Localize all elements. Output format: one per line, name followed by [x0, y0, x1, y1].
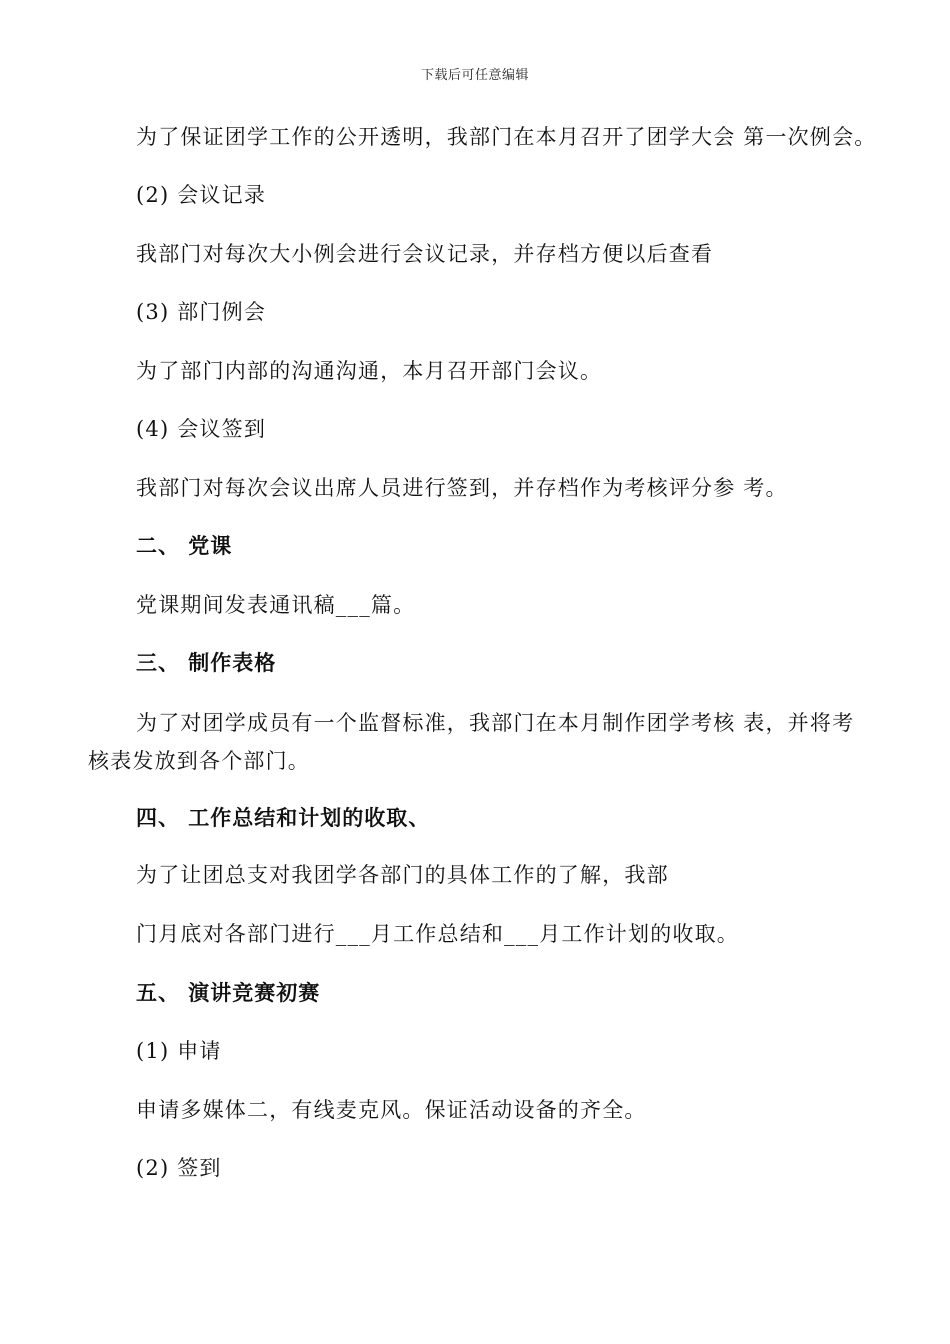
paragraph-work-summary-1: 为了让团总支对我团学各部门的具体工作的了解，我部	[136, 863, 669, 887]
item-meeting-minutes: (2) 会议记录	[136, 183, 267, 207]
item-department-meeting: (3) 部门例会	[136, 300, 267, 324]
paragraph-work-summary-2: 门月底对各部门进行___月工作总结和___月工作计划的收取。	[136, 922, 739, 946]
item-application: (1) 申请	[136, 1039, 222, 1063]
header-note: 下载后可任意编辑	[420, 68, 529, 83]
heading-work-summary: 四、 工作总结和计划的收取、	[136, 805, 431, 830]
paragraph-make-tables: 为了对团学成员有一个监督标准，我部门在本月制作团学考核 表，并将考核表发放到各个部门。	[88, 711, 855, 773]
paragraph-department-meeting: 为了部门内部的沟通沟通，本月召开部门会议。	[136, 359, 603, 383]
paragraph-minutes-record: 我部门对每次大小例会进行会议记录，并存档方便以后查看	[136, 242, 714, 266]
paragraph-party-class: 党课期间发表通讯稿___篇。	[136, 593, 416, 617]
item-sign-in: (2) 签到	[136, 1156, 222, 1180]
item-meeting-sign-in: (4) 会议签到	[136, 417, 267, 441]
paragraph-sign-in: 我部门对每次会议出席人员进行签到，并存档作为考核评分参 考。	[136, 476, 788, 500]
heading-speech-contest: 五、 演讲竞赛初赛	[136, 980, 321, 1005]
heading-party-class: 二、 党课	[136, 533, 233, 558]
heading-make-tables: 三、 制作表格	[136, 650, 277, 675]
paragraph-meeting-transparency: 为了保证团学工作的公开透明，我部门在本月召开了团学大会 第一次例会。	[136, 125, 877, 149]
paragraph-application: 申请多媒体二，有线麦克风。保证活动设备的齐全。	[136, 1098, 647, 1122]
